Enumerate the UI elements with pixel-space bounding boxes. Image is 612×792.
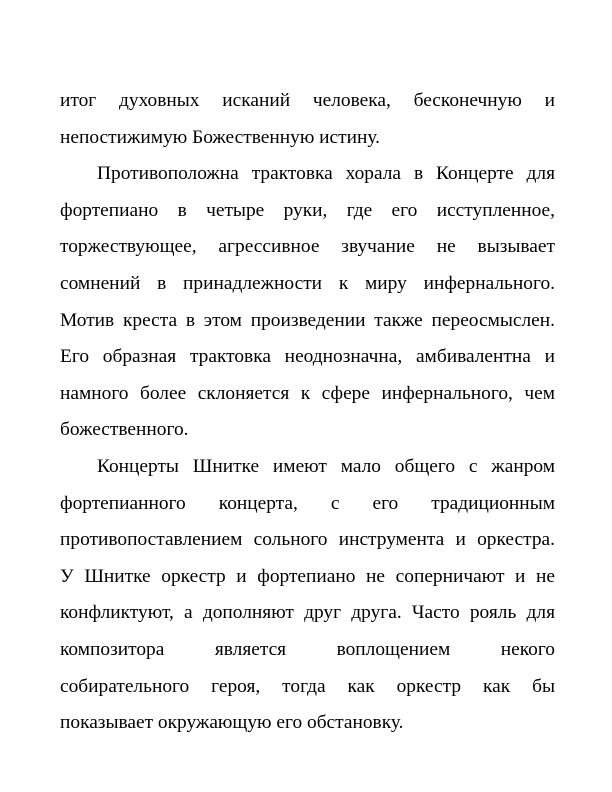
body-text bbox=[60, 83, 555, 742]
text-line: показывает окружающую его обстановку. bbox=[60, 712, 404, 734]
text-line: собирательного героя, тогда как оркестр как бы bbox=[60, 675, 555, 697]
text-line: Его образная трактовка неоднозначна, амбивалентна и bbox=[60, 346, 555, 368]
text-line: У Шнитке оркестр и фортепиано не соперничают и не bbox=[60, 565, 555, 587]
text-line: композитора является воплощением некого bbox=[60, 638, 555, 660]
text-line: Концерты Шнитке имеют мало общего с жанром bbox=[97, 455, 555, 477]
paragraph bbox=[60, 156, 555, 449]
paragraph bbox=[60, 449, 555, 742]
text-line: непостижимую Божественную истину. bbox=[60, 126, 380, 148]
text-line: Противоположна трактовка хорала в Концерте для bbox=[97, 163, 555, 185]
text-line: противопоставлением сольного инструмента и оркестра. bbox=[60, 529, 555, 551]
paragraph bbox=[60, 83, 555, 156]
text-line: божественного. bbox=[60, 419, 189, 441]
text-line: Мотив креста в этом произведении также переосмыслен. bbox=[60, 309, 555, 331]
text-line: сомнений в принадлежности к миру инфернального. bbox=[60, 272, 555, 294]
text-line: фортепианного концерта, с его традиционным bbox=[60, 492, 555, 514]
text-line: намного более склоняется к сфере инфернального, чем bbox=[60, 382, 555, 404]
text-line: конфликтуют, а дополняют друг друга. Часто рояль для bbox=[60, 602, 555, 624]
text-line: торжествующее, агрессивное звучание не вызывает bbox=[60, 236, 555, 258]
text-line: итог духовных исканий человека, бесконечную и bbox=[60, 90, 555, 111]
text-line: фортепиано в четыре руки, где его исступленное, bbox=[60, 199, 555, 221]
